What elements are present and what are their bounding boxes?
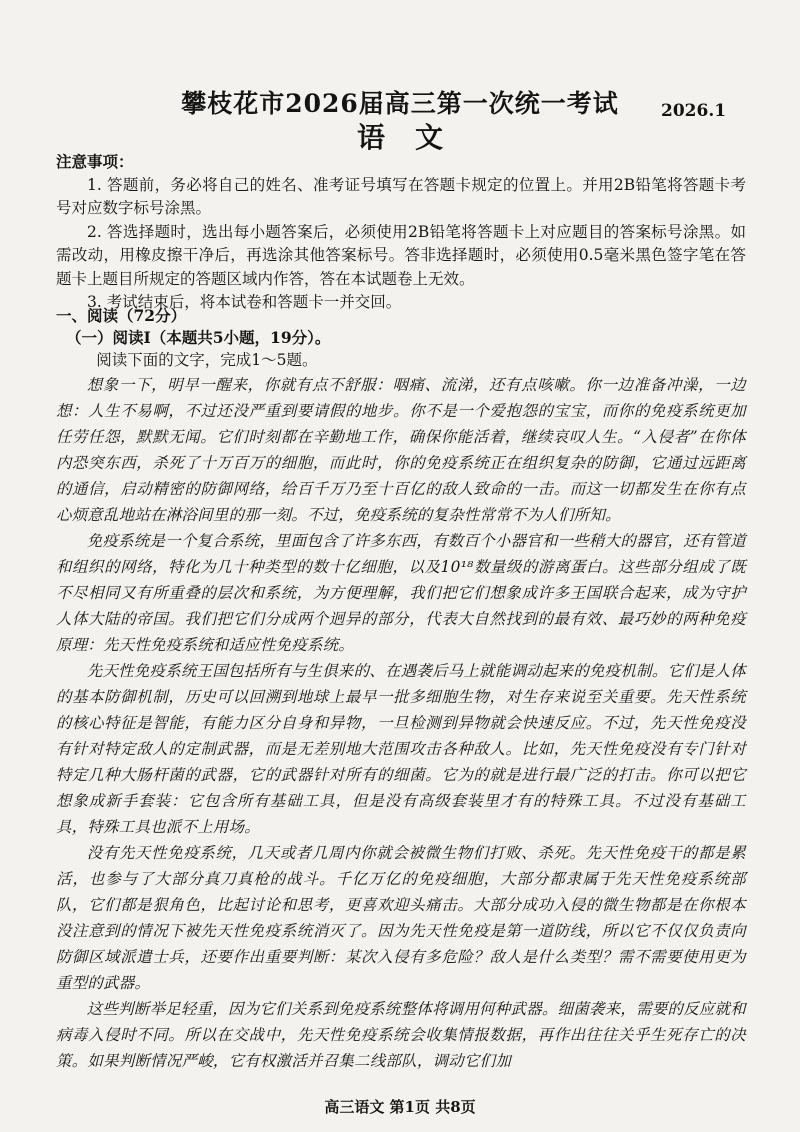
passage-paragraph: 想象一下，明早一醒来，你就有点不舒服：咽痛、流涕，还有点咳嗽。你一边准备冲澡，一边想：人生不易啊，不过还没严重到要请假的地步。你不是一个爱抱怨的宝宝，而你的免疫系统更加任劳任怨，默默无闻。它们时刻都在辛勤地工作，确保你能活着，继续哀叹人生。“入侵者”在你体内恐突东西，杀死了十万百万的细胞，而此时，你的免疫系统正在组织复杂的防御，它通过远距离的通信，启动精密的防御网络，给百千万乃至十百亿的敌人致命的一击。而这一切都发生在你有点心烦意乱地站在淋浴间里的那一刻。不过，免疫系统的复杂性常常不为人们所知。 xyxy=(56,376,746,524)
notice-item: 3. 考试结束后，将本试卷和答题卡一并交回。 xyxy=(87,293,402,311)
passage-paragraph: 免疫系统是一个复合系统，里面包含了许多东西，有数百个小器官和一些稍大的器官，还有管道和组织的网络，特化为几十种类型的数十亿细胞，以及10¹⁸数量级的游离蛋白。这些部分组成了既不尽相同又有所重叠的层次和系统，为方便理解，我们把它们想象成许多王国联合起来，成为守护人体大陆的帝国。我们把它们分成两个迥异的部分，代表大自然找到的最有效、最巧妙的两种免疫原理：先天性免疫系统和适应性免疫系统。 xyxy=(56,532,746,654)
passage-paragraph: 没有先天性免疫系统，几天或者几周内你就会被微生物们打败、杀死。先天性免疫干的都是累活，也参与了大部分真刀真枪的战斗。千亿万亿的免疫细胞，大部分都隶属于先天性免疫系统部队，它们都是狠角色，比起讨论和思考，更喜欢迎头痛击。大部分成功入侵的微生物都是在你根本没注意到的情况下被先天性免疫系统消灭了。因为先天性免疫是第一道防线，所以它不仅仅负责向防御区域派遣士兵，还要作出重要判断：某次入侵有多危险？敌人是什么类型？需不需要使用更为重型的武器。 xyxy=(56,844,746,992)
subject-title: 语文 xyxy=(356,121,473,154)
notice-item: 2. 答选择题时，选出每小题答案后，必须使用2B铅笔将答题卡上对应题目的答案标号涂黑。如需改动，用橡皮擦干净后，再选涂其他答案标号。答非选择题时，必须使用0.5毫米黑色签字笔在答题卡上题目所规定的答题区域内作答，答在本试题卷上无效。 xyxy=(56,222,746,288)
reading-instruction: 阅读下面的文字，完成1～5题。 xyxy=(96,351,318,369)
notice-section xyxy=(56,150,746,315)
reading-passage xyxy=(56,372,746,1074)
subsection-heading: （一）阅读I（本题共5小题，19分）。 xyxy=(66,328,331,347)
exam-date: 2026.1 xyxy=(661,101,727,121)
exam-title: 攀枝花市2026届高三第一次统一考试 xyxy=(181,89,619,118)
notice-item: 1. 答题前，务必将自己的姓名、准考证号填写在答题卡规定的位置上。并用2B铅笔将答题卡考号对应数字标号涂黑。 xyxy=(56,175,746,217)
passage-paragraph: 先天性免疫系统王国包括所有与生俱来的、在遇袭后马上就能调动起来的免疫机制。它们是人体的基本防御机制，历史可以回溯到地球上最早一批多细胞生物，对生存来说至关重要。先天性系统的核心特征是智能，有能力区分自身和异物，一旦检测到异物就会快速反应。不过，先天性免疫没有针对特定敌人的定制武器，而是无差别地大范围攻击各种敌人。比如，先天性免疫没有专门针对特定几种大肠杆菌的武器，它的武器针对所有的细菌。它为的就是进行最广泛的打击。你可以把它想象成新手套装：它包含所有基础工具，但是没有高级套装里才有的特殊工具。不过没有基础工具，特殊工具也派不上用场。 xyxy=(56,662,746,836)
part-heading: 一、阅读（72分） xyxy=(56,306,187,325)
reading-section-header xyxy=(56,305,746,371)
notice-heading: 注意事项： xyxy=(56,152,134,171)
passage-paragraph: 这些判断举足轻重，因为它们关系到免疫系统整体将调用何种武器。细菌袭来，需要的反应就和病毒入侵时不同。所以在交战中，先天性免疫系统会收集情报数据，再作出往往关乎生死存亡的决策。如果判断情况严峻，它有权激活并召集二线部队，调动它们加 xyxy=(56,1000,746,1070)
page-footer: 高三语文 第1页 共8页 xyxy=(324,1098,476,1116)
